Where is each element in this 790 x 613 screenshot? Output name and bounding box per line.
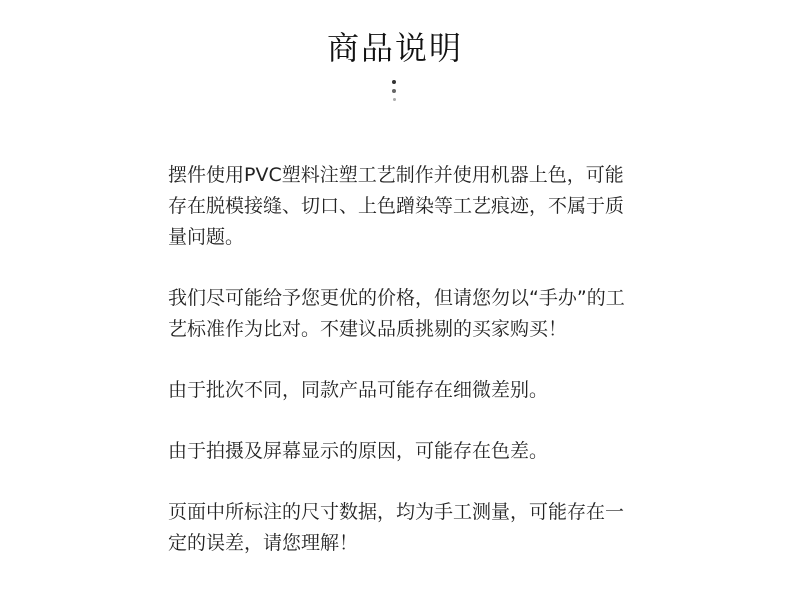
paragraph-batch-notice: 由于批次不同，同款产品可能存在细微差别。	[168, 379, 549, 401]
paragraph-price-notice: 我们尽可能给予您更优的价格，但请您勿以“手办”的工艺标准作为比对。不建议品质挑剔的买家购买！	[168, 287, 625, 340]
paragraph-size-notice: 页面中所标注的尺寸数据，均为手工测量，可能存在一定的误差，请您理解！	[168, 501, 625, 554]
description-body	[168, 160, 638, 589]
paragraph-material-notice: 摆件使用PVC塑料注塑工艺制作并使用机器上色，可能存在脱模接缝、切口、上色蹭染等工艺痕迹，不属于质量问题。	[168, 164, 625, 248]
divider-dot	[392, 80, 396, 84]
divider-dot	[392, 89, 396, 93]
vertical-dots-divider	[391, 80, 397, 106]
divider-dot	[393, 98, 396, 101]
page-title: 商品说明	[326, 29, 463, 67]
paragraph-color-notice: 由于拍摄及屏幕显示的原因，可能存在色差。	[168, 440, 549, 462]
